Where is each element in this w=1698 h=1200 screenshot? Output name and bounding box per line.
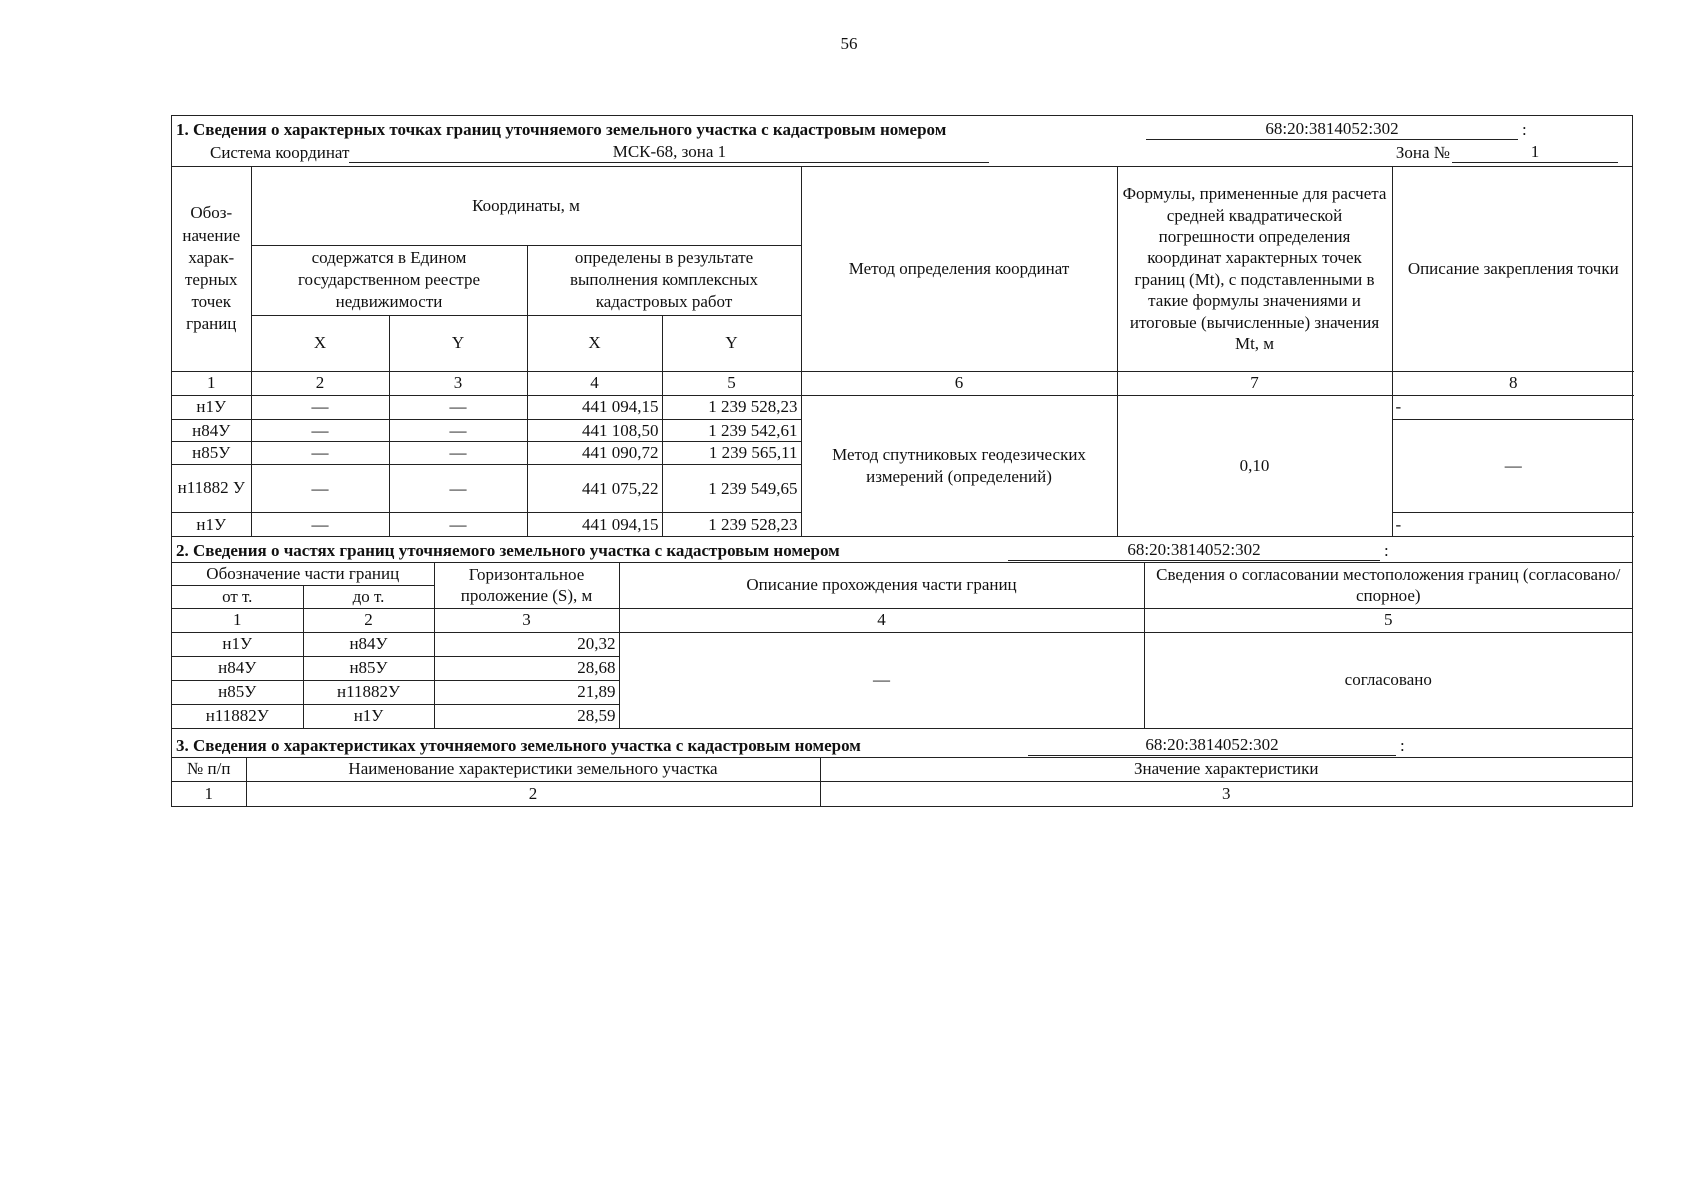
part-length: 28,68 [434,656,619,680]
header-formulas: Формулы, примененные для расчета средней квадратической погрешности определения координат характерных точек границ (Mt), с подставленными в такие формулы значениями и итоговые (вычисленные) значения Mt, м [1117,167,1392,371]
section2-cadastral-number: 68:20:3814052:302 [1008,540,1380,561]
section1-cadastral-number: 68:20:3814052:302 [1146,119,1518,140]
cadastral-document [171,115,1633,807]
header-from: от т. [172,585,303,608]
part-length: 20,32 [434,632,619,656]
part-to: н84У [303,632,434,656]
egrn-y: — [389,419,527,442]
header-egrn: содержатся в Едином государственном реестре недвижимости [251,245,527,315]
part-from: н85У [172,680,303,704]
coord-y: 1 239 528,23 [662,395,801,419]
header-point: Обоз-начение харак-терных точек границ [172,167,251,371]
header-complex-y: Y [662,315,801,371]
egrn-y: — [389,513,527,537]
col-number: 5 [662,371,801,395]
part-to: н11882У [303,680,434,704]
section3-cadastral-number: 68:20:3814052:302 [1028,735,1396,756]
header-method: Метод определения координат [801,167,1117,371]
col-number: 3 [389,371,527,395]
header-part: Обозначение части границ [172,563,434,585]
section1-title: 1. Сведения о характерных точках границ уточняемого земельного участка с кадастровым номером [176,120,947,139]
col-number: 4 [527,371,662,395]
method-value: Метод спутниковых геодезических измерений (определений) [801,395,1117,537]
header-coords: Координаты, м [251,167,801,245]
part-length: 28,59 [434,704,619,728]
col-number: 3 [434,608,619,632]
egrn-x: — [251,419,389,442]
coord-x: 441 090,72 [527,442,662,465]
fixing-middle: — [1392,419,1634,513]
header-value: Значение характеристики [820,758,1632,782]
egrn-y: — [389,442,527,465]
characteristics-table [172,758,1632,806]
header-complex: определены в результате выполнения комплексных кадастровых работ [527,245,801,315]
coord-y: 1 239 542,61 [662,419,801,442]
col-number: 7 [1117,371,1392,395]
egrn-x: — [251,395,389,419]
section2-header [172,537,1632,563]
table-row [172,632,1632,656]
col-number: 1 [172,608,303,632]
section3-colon: : [1400,735,1405,755]
egrn-y: — [389,395,527,419]
agreement-value: согласовано [1144,632,1632,728]
header-num: № п/п [172,758,246,782]
coord-system-value: МСК-68, зона 1 [349,142,989,163]
coord-x: 441 108,50 [527,419,662,442]
coord-system-label: Система координат [210,143,350,162]
col-number: 2 [246,782,820,806]
mt-value: 0,10 [1117,395,1392,537]
point-name: н11882 У [172,465,251,513]
point-name: н84У [172,419,251,442]
fixing-first: - [1392,395,1634,419]
col-number: 6 [801,371,1117,395]
coord-y: 1 239 528,23 [662,513,801,537]
section3-title: 3. Сведения о характеристиках уточняемого земельного участка с кадастровым номером [176,735,861,755]
section3-header [172,729,1632,758]
col-number: 5 [1144,608,1632,632]
header-agreement: Сведения о согласовании местоположения границ (согласовано/спорное) [1144,563,1632,608]
column-numbers-row [172,608,1632,632]
page-number: 56 [840,34,858,53]
description-value: — [619,632,1144,728]
col-number: 1 [172,782,246,806]
section2-title: 2. Сведения о частях границ уточняемого земельного участка с кадастровым номером [176,541,840,560]
col-number: 2 [303,608,434,632]
col-number: 4 [619,608,1144,632]
point-name: н1У [172,395,251,419]
table-row [172,395,1634,419]
zone-label: Зона № [1395,143,1450,162]
header-name: Наименование характеристики земельного участка [246,758,820,782]
header-description: Описание прохождения части границ [619,563,1144,608]
points-table [172,167,1634,537]
coord-x: 441 075,22 [527,465,662,513]
zone-value: 1 [1452,142,1618,163]
part-length: 21,89 [434,680,619,704]
header-egrn-y: Y [389,315,527,371]
coord-y: 1 239 565,11 [662,442,801,465]
part-from: н84У [172,656,303,680]
col-number: 3 [820,782,1632,806]
point-name: н1У [172,513,251,537]
header-fixing: Описание закрепления точки [1392,167,1634,371]
col-number: 8 [1392,371,1634,395]
col-number: 2 [251,371,389,395]
header-length: Горизонтальное проложение (S), м [434,563,619,608]
coord-x: 441 094,15 [527,395,662,419]
section2-colon: : [1384,541,1389,560]
egrn-x: — [251,513,389,537]
column-numbers-row [172,782,1632,806]
fixing-last: - [1392,513,1634,537]
header-complex-x: X [527,315,662,371]
col-number: 1 [172,371,251,395]
boundary-parts-table [172,563,1632,729]
column-numbers-row [172,371,1634,395]
coord-y: 1 239 549,65 [662,465,801,513]
section1-colon: : [1522,120,1527,139]
header-to: до т. [303,585,434,608]
egrn-y: — [389,465,527,513]
header-egrn-x: X [251,315,389,371]
coord-x: 441 094,15 [527,513,662,537]
egrn-x: — [251,465,389,513]
point-name: н85У [172,442,251,465]
part-from: н1У [172,632,303,656]
section1-header [172,116,1632,167]
egrn-x: — [251,442,389,465]
part-from: н11882У [172,704,303,728]
part-to: н85У [303,656,434,680]
part-to: н1У [303,704,434,728]
